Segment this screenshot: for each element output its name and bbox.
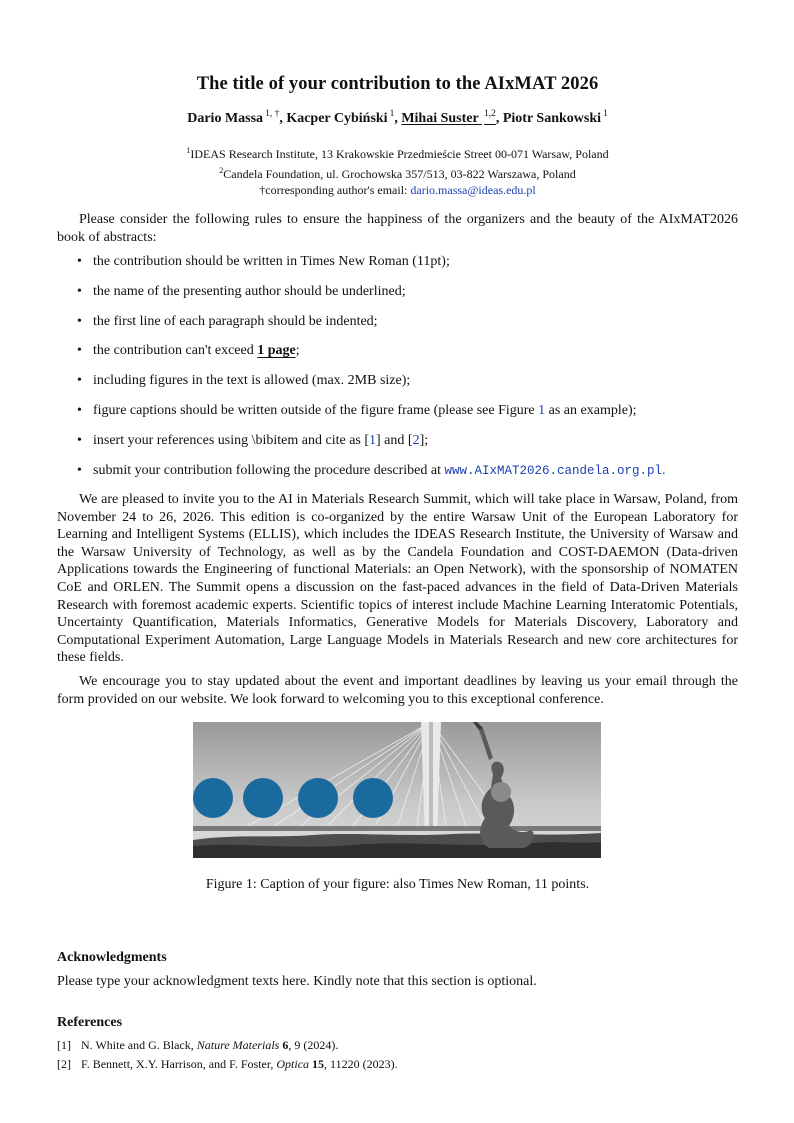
email-link[interactable]: dario.massa@ideas.edu.pl: [410, 183, 536, 197]
bullet-icon: •: [77, 254, 82, 269]
figure-image: [193, 722, 601, 858]
author: Kacper Cybiński $^1$,: [286, 109, 402, 126]
list-item: • the contribution should be written in Times New Roman (11pt);: [77, 254, 450, 269]
correspondence: †corresponding author's email: dario.massa@ideas.edu.pl: [259, 183, 536, 197]
acknowledgments-text: Please type your acknowledgment texts here. Kindly note that this section is optional.: [57, 974, 537, 989]
author: Piotr Sankowski $^1$: [502, 109, 608, 126]
decorative-circle: [193, 778, 233, 818]
bullet-icon: •: [77, 343, 82, 359]
list-item: • insert your references using \bibitem and cite as [1] and [2];: [77, 432, 429, 448]
bullet-icon: •: [77, 373, 82, 389]
decorative-circle: [353, 778, 393, 818]
references-list: [57, 1037, 738, 1075]
decorative-circle: [243, 778, 283, 818]
figure-caption: Figure 1: Caption of your figure: also Times New Roman, 11 points.: [205, 877, 590, 892]
citation-link[interactable]: 1: [369, 432, 377, 448]
presenting-author: Mihai Suster $^{1,2}$,: [401, 109, 503, 126]
references-heading: References: [57, 1015, 123, 1030]
bullet-icon: •: [77, 283, 82, 299]
bridge-photo: [193, 722, 601, 858]
affiliation: $^2$Candela Foundation, ul. Grochowska 357/513, 03-822 Warszawa, Poland: [219, 165, 576, 181]
acknowledgments-heading: Acknowledgments: [57, 950, 167, 965]
list-item: • including figures in the text is allowed (max. 2MB size);: [77, 373, 411, 389]
citation-link[interactable]: 2: [412, 432, 420, 448]
decorative-circle: [298, 778, 338, 818]
body-paragraph: We are pleased to invite you to the AI in Materials Research Summit, which will take place in Warsaw, Poland, from November 24 to 26, 2026. This edition is co-organized by the entire Warsaw Unit of the European Laboratory for Learning and Intelligent Systems (ELLIS), which includes the IDEAS Research Institute, the University of Warsaw and the Warsaw University of Technology, as well as by the Candela Foundation and COST-DAEMON (Data-driven Applications towards the Engineering of functional Materials: an Open Network), with the sponsorship of NOMATEN CoE and ORLEN. The Summit opens a discussion on the fast-paced advances in the field of Data-Driven Materials Research with foremost academic experts. Scientific topics of interest include Machine Learning Interatomic Potentials, Uncertainty Quantification, Materials Informatics, Generative Models for Materials Discovery, Laboratory and Computational Experiment Automation, Large Language Models in Materials Research and new core architectures for these fields.: [57, 492, 738, 666]
figure-ref-link[interactable]: 1: [538, 402, 546, 418]
website-link[interactable]: www.AIxMAT2026.candela.org.pl: [444, 463, 663, 478]
author: Dario Massa $^{1, \dagger}$,: [187, 109, 287, 126]
paper-title: The title of your contribution to the AIxMAT 2026: [196, 74, 599, 94]
list-item: • submit your contribution following the procedure described at www.AIxMAT2026.candela.org.pl.: [77, 462, 666, 478]
reference-item: [2] F. Bennett, X.Y. Harrison, and F. Foster, Optica 15, 11220 (2023).: [57, 1057, 398, 1071]
bullet-icon: •: [77, 432, 82, 448]
bullet-icon: •: [77, 462, 82, 478]
list-item: • the first line of each paragraph should be indented;: [77, 313, 378, 329]
bullet-icon: •: [77, 402, 82, 418]
intro-paragraph: Please consider the following rules to ensure the happiness of the organizers and the beauty of the AIxMAT2026 book of abstracts:: [57, 212, 738, 245]
reference-item: [1] N. White and G. Black, Nature Materials 6, 9 (2024).: [57, 1038, 339, 1052]
affiliations: [57, 143, 738, 199]
bullet-icon: •: [77, 313, 82, 329]
author-list: [57, 109, 738, 127]
rules-list: [57, 253, 738, 491]
list-item: • the contribution can't exceed 1 page;: [77, 343, 300, 359]
list-item: • figure captions should be written outside of the figure frame (please see Figure 1 as an example);: [77, 402, 637, 418]
list-item: • the name of the presenting author should be underlined;: [77, 283, 406, 299]
affiliation: $^1$IDEAS Research Institute, 13 Krakowskie Przedmieście Street 00-071 Warsaw, Poland: [186, 146, 609, 161]
page-limit: 1 page: [257, 343, 296, 359]
body-paragraph: We encourage you to stay updated about the event and important deadlines by leaving us your email through the form provided on our website. We look forward to welcoming you to this exceptional conference.: [57, 674, 738, 707]
